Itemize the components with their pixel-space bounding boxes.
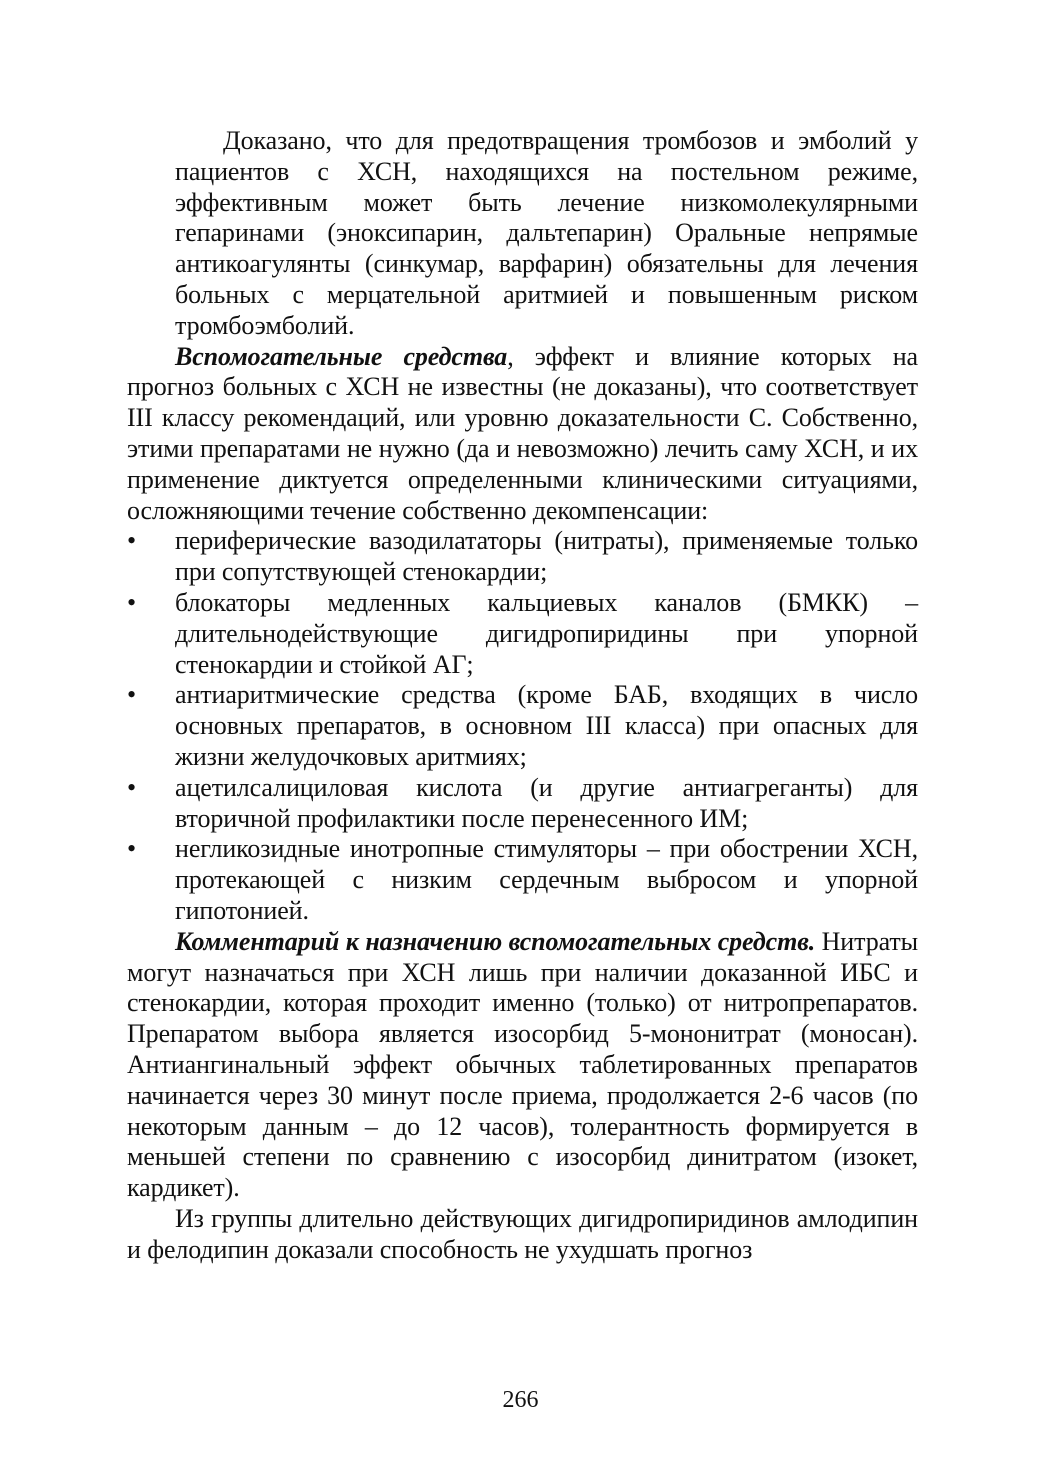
page-number: 266 — [502, 1387, 539, 1413]
list-item-text: ацетилсалициловая кислота (и другие антиагреганты) для вторичной профилактики после перенесенного ИМ; — [175, 772, 918, 833]
auxiliary-agents-heading: Вспомогательные средства — [175, 341, 508, 371]
list-item-text: антиаритмические средства (кроме БАБ, входящих в число основных препаратов, в основном III класса) при опасных для жизни желудочковых аритмиях; — [175, 680, 918, 771]
list-item — [127, 773, 918, 835]
commentary-text: Нитраты могут назначаться при ХСН лишь при наличии доказанной ИБС и стенокардии, которая проходит именно (только) от нитропрепаратов. Препаратом выбора является изосорбид 5-мононитрат (моносан). Антиангинальный эффект обычных таблетированных препаратов начинается через 30 минут после приема, продолжается 2-6 часов (по некоторым данным – до 12 часов), толерантность формируется в меньшей степени по сравнению с изосорбид динитратом (изокет, кардикет). — [127, 926, 918, 1203]
list-item-text: негликозидные инотропные стимуляторы – при обострении ХСН, протекающей с низким сердечным выбросом и упорной гипотонией. — [175, 834, 918, 925]
paragraph-anticoagulants: Доказано, что для предотвращения тромбозов и эмболий у пациентов с ХСН, находящихся на постельном режиме, эффективным может быть лечение низкомолекулярными гепаринами (эноксипарин, дальтепарин) Оральные непрямые антикоагулянты (синкумар, варфарин) обязательны для лечения больных с мерцательной аритмией и повышенным риском тромбоэмболий. — [175, 126, 918, 340]
list-item — [127, 834, 918, 926]
list-item — [127, 526, 918, 588]
bullet-icon: • — [127, 526, 137, 556]
auxiliary-agents-text: , эффект и влияние которых на прогноз больных с ХСН не известны (не доказаны), что соответствует III классу рекомендаций, или уровню доказательности С. Собственно, этими препаратами не нужно (да и невозможно) лечить саму ХСН, и их применение диктуется определенными клиническими ситуациями, осложняющими течение собственно декомпенсации: — [127, 341, 918, 525]
bullet-icon: • — [127, 772, 137, 802]
list-item-text: периферические вазодилататоры (нитраты), применяемые только при сопутствующей стенокардии; — [175, 526, 918, 587]
list-item — [127, 588, 918, 680]
page-body — [127, 126, 918, 1265]
bullet-icon: • — [127, 587, 137, 617]
bullet-icon: • — [127, 834, 137, 864]
list-item — [127, 680, 918, 772]
list-item-text: блокаторы медленных кальциевых каналов (БМКК) – длительнодействующие дигидропиридины при упорной стенокардии и стойкой АГ; — [175, 587, 918, 679]
paragraph-auxiliary-agents — [127, 342, 918, 527]
auxiliary-agents-list — [127, 526, 918, 926]
bullet-icon: • — [127, 680, 137, 710]
commentary-heading: Комментарий к назначению вспомогательных средств. — [175, 926, 816, 956]
paragraph-commentary — [127, 927, 918, 1204]
paragraph-dihydropyridines: Из группы длительно действующих дигидропиридинов амлодипин и фелодипин доказали способность не ухудшать прогноз — [127, 1203, 918, 1264]
